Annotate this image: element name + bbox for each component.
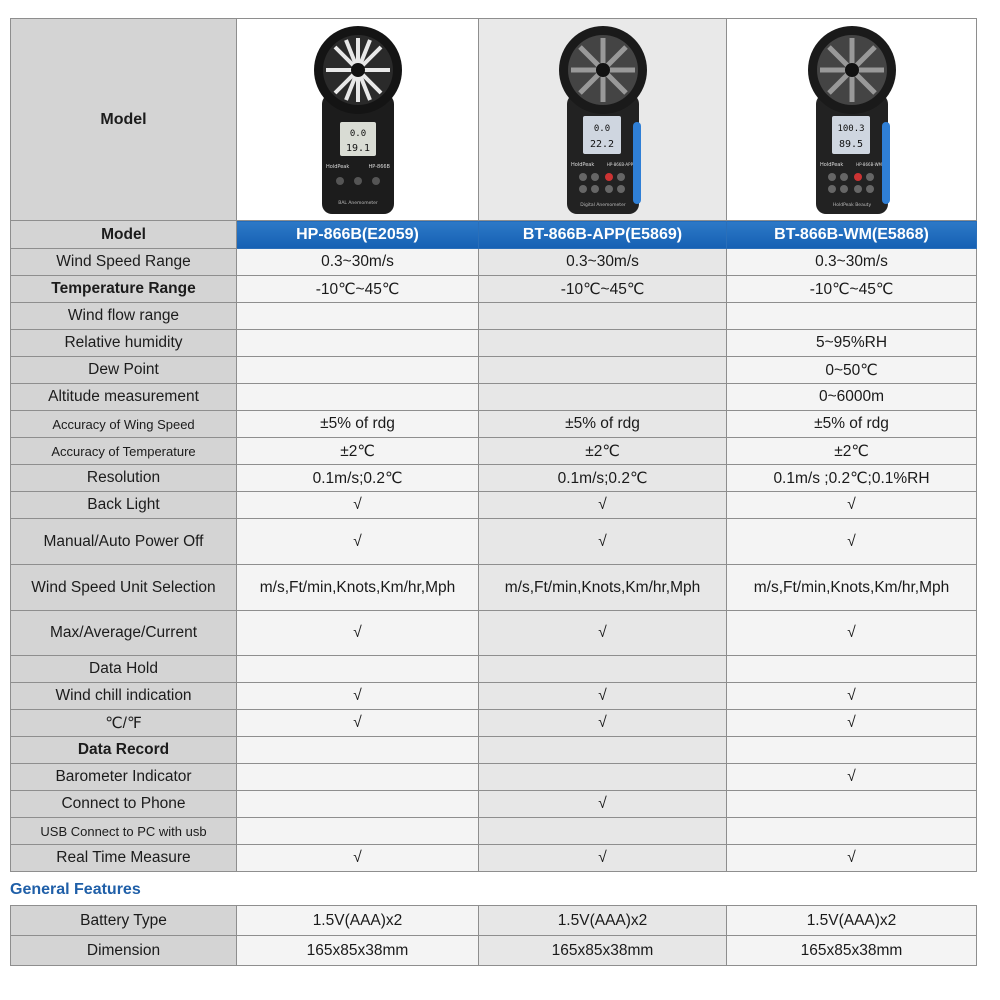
spec-row-label: Data Record [11, 737, 237, 764]
spec-row [11, 492, 977, 519]
spec-cell: √ [237, 683, 479, 710]
spec-cell [237, 330, 479, 357]
lcd-top-2: 0.0 [593, 123, 610, 134]
spec-row-label: Back Light [11, 492, 237, 519]
spec-cell: ±2℃ [237, 438, 479, 465]
spec-row-label: Accuracy of Wing Speed [11, 411, 237, 438]
spec-cell: ±2℃ [479, 438, 727, 465]
anemometer-device-image [312, 24, 404, 216]
product-image-2 [479, 19, 727, 221]
spec-table [10, 18, 977, 872]
spec-cell [727, 818, 977, 845]
spec-cell: √ [479, 791, 727, 818]
spec-row [11, 249, 977, 276]
spec-row-label: Temperature Range [11, 276, 237, 303]
spec-row [11, 303, 977, 330]
spec-cell: ±5% of rdg [479, 411, 727, 438]
general-cell: 1.5V(AAA)x2 [727, 906, 977, 936]
spec-row [11, 611, 977, 656]
spec-cell: 0.3~30m/s [479, 249, 727, 276]
spec-cell: √ [237, 710, 479, 737]
product-image-3 [727, 19, 977, 221]
spec-cell: 0~6000m [727, 384, 977, 411]
spec-cell: ±5% of rdg [727, 411, 977, 438]
spec-cell: ±5% of rdg [237, 411, 479, 438]
spec-cell [237, 818, 479, 845]
spec-cell: √ [479, 519, 727, 565]
anemometer-device-image [557, 24, 649, 216]
spec-cell: √ [727, 492, 977, 519]
spec-cell: -10℃~45℃ [237, 276, 479, 303]
spec-row-label: Data Hold [11, 656, 237, 683]
footer-3: HoldPeak Beauty [832, 202, 871, 208]
spec-row-label: Wind Speed Range [11, 249, 237, 276]
brand-2: HoldPeak [570, 161, 594, 168]
general-cell: 165x85x38mm [479, 936, 727, 966]
spec-cell: √ [237, 519, 479, 565]
product-image-1 [237, 19, 479, 221]
spec-cell [237, 737, 479, 764]
spec-cell [479, 737, 727, 764]
spec-cell [727, 656, 977, 683]
spec-row [11, 330, 977, 357]
spec-cell: √ [479, 845, 727, 872]
spec-cell [479, 818, 727, 845]
general-row [11, 906, 977, 936]
spec-cell: -10℃~45℃ [479, 276, 727, 303]
spec-row-label: Connect to Phone [11, 791, 237, 818]
spec-cell [727, 303, 977, 330]
spec-row-label: Max/Average/Current [11, 611, 237, 656]
spec-row-label: Altitude measurement [11, 384, 237, 411]
spec-row-label: Wind Speed Unit Selection [11, 565, 237, 611]
image-row [11, 19, 977, 221]
spec-row [11, 357, 977, 384]
general-row-label: Battery Type [11, 906, 237, 936]
spec-cell: √ [237, 611, 479, 656]
spec-row-label: ℃/℉ [11, 710, 237, 737]
lcd-top-3: 100.3 [836, 123, 865, 134]
header-label: Model [11, 19, 237, 221]
spec-cell: m/s,Ft/min,Knots,Km/hr,Mph [237, 565, 479, 611]
model-name-2: BT-866B-APP(E5869) [479, 221, 727, 249]
spec-cell: √ [479, 611, 727, 656]
model-row-label: Model [11, 221, 237, 249]
general-cell: 165x85x38mm [727, 936, 977, 966]
general-features-title: General Features [10, 881, 141, 898]
lcd-top-1: 0.0 [349, 128, 366, 139]
spec-cell: 0.3~30m/s [727, 249, 977, 276]
spec-row [11, 656, 977, 683]
spec-row [11, 764, 977, 791]
model-name-1: HP-866B(E2059) [237, 221, 479, 249]
spec-row [11, 818, 977, 845]
spec-row [11, 276, 977, 303]
spec-cell: 0~50℃ [727, 357, 977, 384]
spec-row-label: Accuracy of Temperature [11, 438, 237, 465]
model-row [11, 221, 977, 249]
lcd-bottom-3: 89.5 [838, 138, 863, 150]
spec-cell: √ [727, 710, 977, 737]
spec-cell: √ [479, 683, 727, 710]
spec-cell [479, 384, 727, 411]
spec-cell: 0.3~30m/s [237, 249, 479, 276]
spec-row [11, 465, 977, 492]
spec-cell: √ [727, 764, 977, 791]
anemometer-device-image [806, 24, 898, 216]
spec-row [11, 845, 977, 872]
general-rows [11, 906, 977, 966]
spec-cell: √ [727, 683, 977, 710]
brand-1: HoldPeak [325, 163, 349, 170]
spec-rows [11, 249, 977, 872]
spec-cell: 0.1m/s;0.2℃ [479, 465, 727, 492]
spec-row [11, 791, 977, 818]
spec-cell [237, 384, 479, 411]
spec-row [11, 384, 977, 411]
spec-cell: 5~95%RH [727, 330, 977, 357]
general-cell: 165x85x38mm [237, 936, 479, 966]
spec-cell: √ [237, 492, 479, 519]
spec-row-label: Barometer Indicator [11, 764, 237, 791]
code-3: HP-866B-WM [855, 161, 882, 167]
spec-cell [727, 737, 977, 764]
spec-row-label: Wind chill indication [11, 683, 237, 710]
spec-cell: m/s,Ft/min,Knots,Km/hr,Mph [727, 565, 977, 611]
general-row [11, 936, 977, 966]
spec-cell: m/s,Ft/min,Knots,Km/hr,Mph [479, 565, 727, 611]
spec-cell [237, 303, 479, 330]
code-1: HP-866B [368, 163, 390, 170]
spec-cell [479, 656, 727, 683]
spec-row [11, 519, 977, 565]
spec-cell: √ [727, 845, 977, 872]
spec-row-label: Real Time Measure [11, 845, 237, 872]
code-2: HP-866B-APP [606, 161, 633, 167]
spec-row [11, 710, 977, 737]
spec-cell: 0.1m/s;0.2℃ [237, 465, 479, 492]
spec-row-label: Dew Point [11, 357, 237, 384]
spec-cell [479, 303, 727, 330]
spec-cell [479, 357, 727, 384]
spec-row [11, 438, 977, 465]
spec-row [11, 683, 977, 710]
spec-cell [727, 791, 977, 818]
spec-row-label: Manual/Auto Power Off [11, 519, 237, 565]
general-cell: 1.5V(AAA)x2 [479, 906, 727, 936]
model-name-3: BT-866B-WM(E5868) [727, 221, 977, 249]
general-cell: 1.5V(AAA)x2 [237, 906, 479, 936]
lcd-bottom-2: 22.2 [589, 138, 614, 150]
spec-cell [237, 357, 479, 384]
spec-cell: √ [479, 492, 727, 519]
spec-row [11, 411, 977, 438]
footer-2: Digital Anemometer [579, 202, 626, 208]
footer-1: BAL Anemometer [337, 200, 378, 206]
spec-row-label: Wind flow range [11, 303, 237, 330]
spec-row [11, 565, 977, 611]
spec-cell: ±2℃ [727, 438, 977, 465]
spec-cell: √ [727, 611, 977, 656]
general-row-label: Dimension [11, 936, 237, 966]
spec-cell: 0.1m/s ;0.2℃;0.1%RH [727, 465, 977, 492]
spec-row-label: Relative humidity [11, 330, 237, 357]
spec-cell: √ [727, 519, 977, 565]
spec-cell: √ [479, 710, 727, 737]
spec-cell [479, 330, 727, 357]
spec-cell [237, 764, 479, 791]
spec-cell [237, 656, 479, 683]
spec-row-label: USB Connect to PC with usb [11, 818, 237, 845]
general-features-table [10, 905, 977, 966]
lcd-bottom-1: 19.1 [345, 142, 370, 154]
spec-cell: -10℃~45℃ [727, 276, 977, 303]
spec-row [11, 737, 977, 764]
spec-cell [237, 791, 479, 818]
spec-row-label: Resolution [11, 465, 237, 492]
brand-3: HoldPeak [819, 161, 843, 168]
spec-cell [479, 764, 727, 791]
spec-cell: √ [237, 845, 479, 872]
